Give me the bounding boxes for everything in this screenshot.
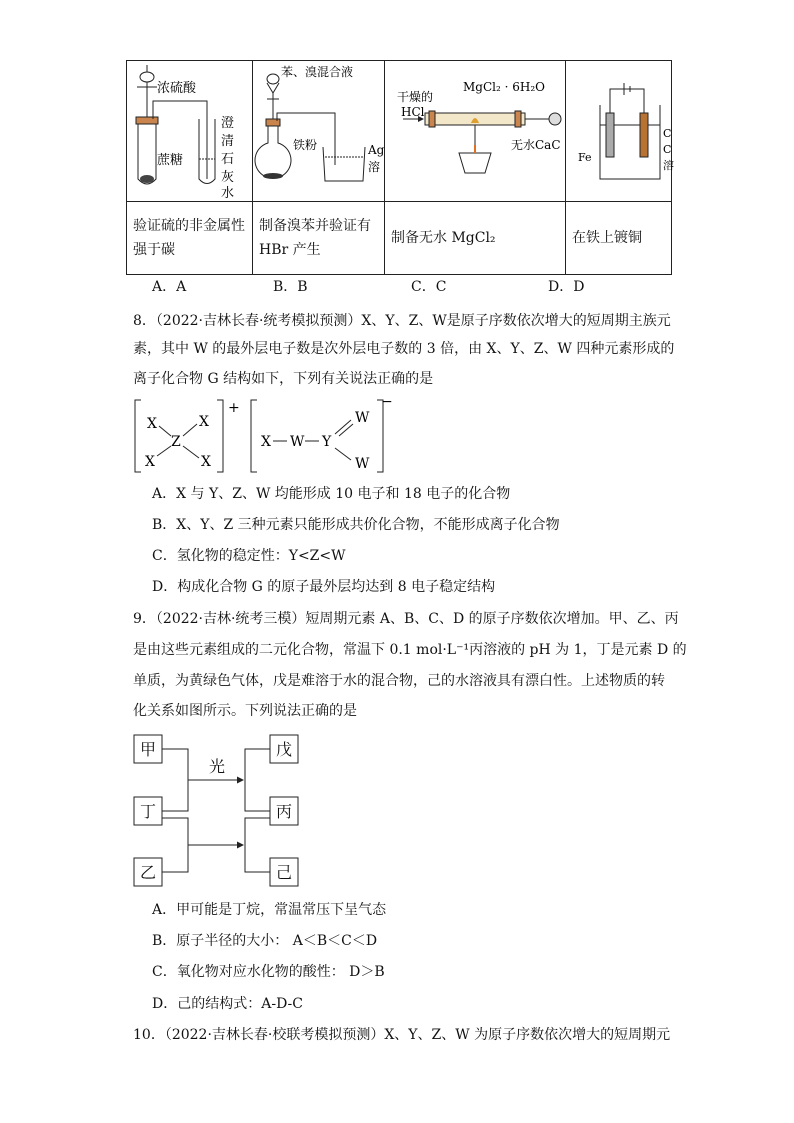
q9-option-b[interactable]: B．原子半径的大小： A＜B＜C＜D	[152, 933, 378, 949]
bromobenzene-apparatus	[253, 61, 384, 197]
label-sucrose: 蔗糖	[157, 153, 184, 168]
q9-stem-line-4: 化关系如图所示。下列说法正确的是	[133, 703, 357, 719]
box-ji: 己	[276, 863, 293, 882]
q9-stem-line-2: 是由这些元素组成的二元化合物，常温下 0.1 mol·L⁻¹丙溶液的 pH 为 1，丁是元素 D 的	[133, 642, 687, 658]
label-anhydrous-cac: 无水CaC	[511, 138, 561, 152]
label-benzene-bromine: 苯、溴混合液	[281, 65, 354, 79]
transformation-diagram	[133, 734, 313, 888]
apparatus-cell-d	[566, 61, 672, 202]
condition-light: 光	[209, 757, 226, 776]
q9-option-a[interactable]: A．甲可能是丁烷，常温常压下呈气态	[152, 902, 387, 918]
cation-x1: X	[147, 416, 157, 432]
q9-option-c[interactable]: C．氧化物对应水化物的酸性： D＞B	[152, 964, 385, 980]
q9-option-d[interactable]: D．己的结构式：A-D-C	[152, 996, 303, 1012]
q8-option-c[interactable]: C．氢化物的稳定性：Y<Z<W	[152, 548, 346, 564]
anion-charge: −	[381, 394, 393, 410]
anion-x: X	[261, 434, 271, 450]
anion-w3: W	[355, 456, 370, 472]
anion-w2: W	[355, 410, 370, 426]
cation-x2: X	[145, 454, 155, 470]
q7-option-c[interactable]: C．C	[411, 279, 447, 295]
q9-stem-line-3: 单质，为黄绿色气体，戊是难溶于水的混合物，己的水溶液具有漂白性。上述物质的转	[133, 673, 665, 689]
label-conc-sulfuric-acid: 浓硫酸	[157, 81, 197, 96]
caption-d: 在铁上镀铜	[566, 202, 672, 275]
label-limewater-5: 水	[221, 186, 235, 201]
q8-stem-line-2: 素，其中 W 的最外层电子数是次外层电子数的 3 倍，由 X、Y、Z、W 四种元素形成的	[133, 341, 675, 357]
q10-stem-line-1: 10．（2022·吉林长春·校联考模拟预测）X、Y、Z、W 为原子序数依次增大的短周期元	[133, 1027, 671, 1043]
label-limewater-3: 石	[221, 152, 235, 167]
label-limewater-1: 澄	[221, 116, 235, 131]
box-bing: 丙	[276, 802, 293, 821]
apparatus-cell-b	[253, 61, 385, 202]
label-ag: Ag	[368, 143, 385, 157]
q8-stem-line-3: 离子化合物 G 结构如下，下列有关说法正确的是	[133, 371, 434, 387]
label-limewater-2: 清	[221, 134, 235, 149]
electroplating-apparatus	[566, 61, 674, 197]
q7-option-a[interactable]: A．A	[152, 279, 187, 295]
q8-option-a[interactable]: A．X 与 Y、Z、W 均能形成 10 电子和 18 电子的化合物	[152, 486, 511, 502]
label-fe: Fe	[578, 151, 592, 164]
anion-y: Y	[322, 434, 332, 450]
label-dry: 干燥的	[397, 90, 434, 104]
label-c2: C	[663, 143, 672, 156]
apparatus-cell-c	[385, 61, 566, 202]
cation-x3: X	[199, 414, 209, 430]
cation-charge: +	[228, 400, 240, 416]
label-limewater-4: 灰	[221, 170, 235, 185]
box-jia: 甲	[140, 740, 157, 759]
compound-g-structure	[133, 396, 393, 476]
label-solution-d: 溶	[663, 159, 674, 172]
box-yi: 乙	[140, 863, 157, 882]
cation-x4: X	[201, 454, 211, 470]
q9-stem-line-1: 9．（2022·吉林·统考三模）短周期元素 A、B、C、D 的原子序数依次增加。甲、乙、丙	[133, 611, 679, 627]
box-wu: 戊	[276, 740, 293, 759]
apparatus-cell-a	[127, 61, 253, 202]
label-solution: 溶	[368, 160, 381, 174]
caption-a: 验证硫的非金属性强于碳	[127, 202, 253, 275]
q8-stem-line-1: 8．（2022·吉林长春·统考模拟预测）X、Y、Z、W是原子序数依次增大的短周期主族元	[133, 313, 671, 329]
box-ding: 丁	[140, 802, 157, 821]
label-hcl: HCl	[401, 105, 425, 119]
sulfuric-acid-sucrose-apparatus	[127, 61, 252, 201]
label-mgcl2-hydrate: MgCl₂ · 6H₂O	[463, 80, 545, 94]
cation-z: Z	[171, 434, 181, 450]
experiment-table	[126, 60, 672, 275]
q8-option-d[interactable]: D．构成化合物 G 的原子最外层均达到 8 电子稳定结构	[152, 579, 496, 595]
label-c1: C	[663, 127, 672, 140]
q7-option-d[interactable]: D．D	[548, 279, 585, 295]
anion-w1: W	[290, 434, 305, 450]
mgcl2-apparatus	[385, 61, 565, 197]
caption-c: 制备无水 MgCl₂	[385, 202, 566, 275]
label-iron-powder: 铁粉	[293, 138, 318, 152]
q8-option-b[interactable]: B．X、Y、Z 三种元素只能形成共价化合物，不能形成离子化合物	[152, 517, 560, 533]
caption-b: 制备溴苯并验证有HBr 产生	[253, 202, 385, 275]
q7-option-b[interactable]: B．B	[273, 279, 308, 295]
